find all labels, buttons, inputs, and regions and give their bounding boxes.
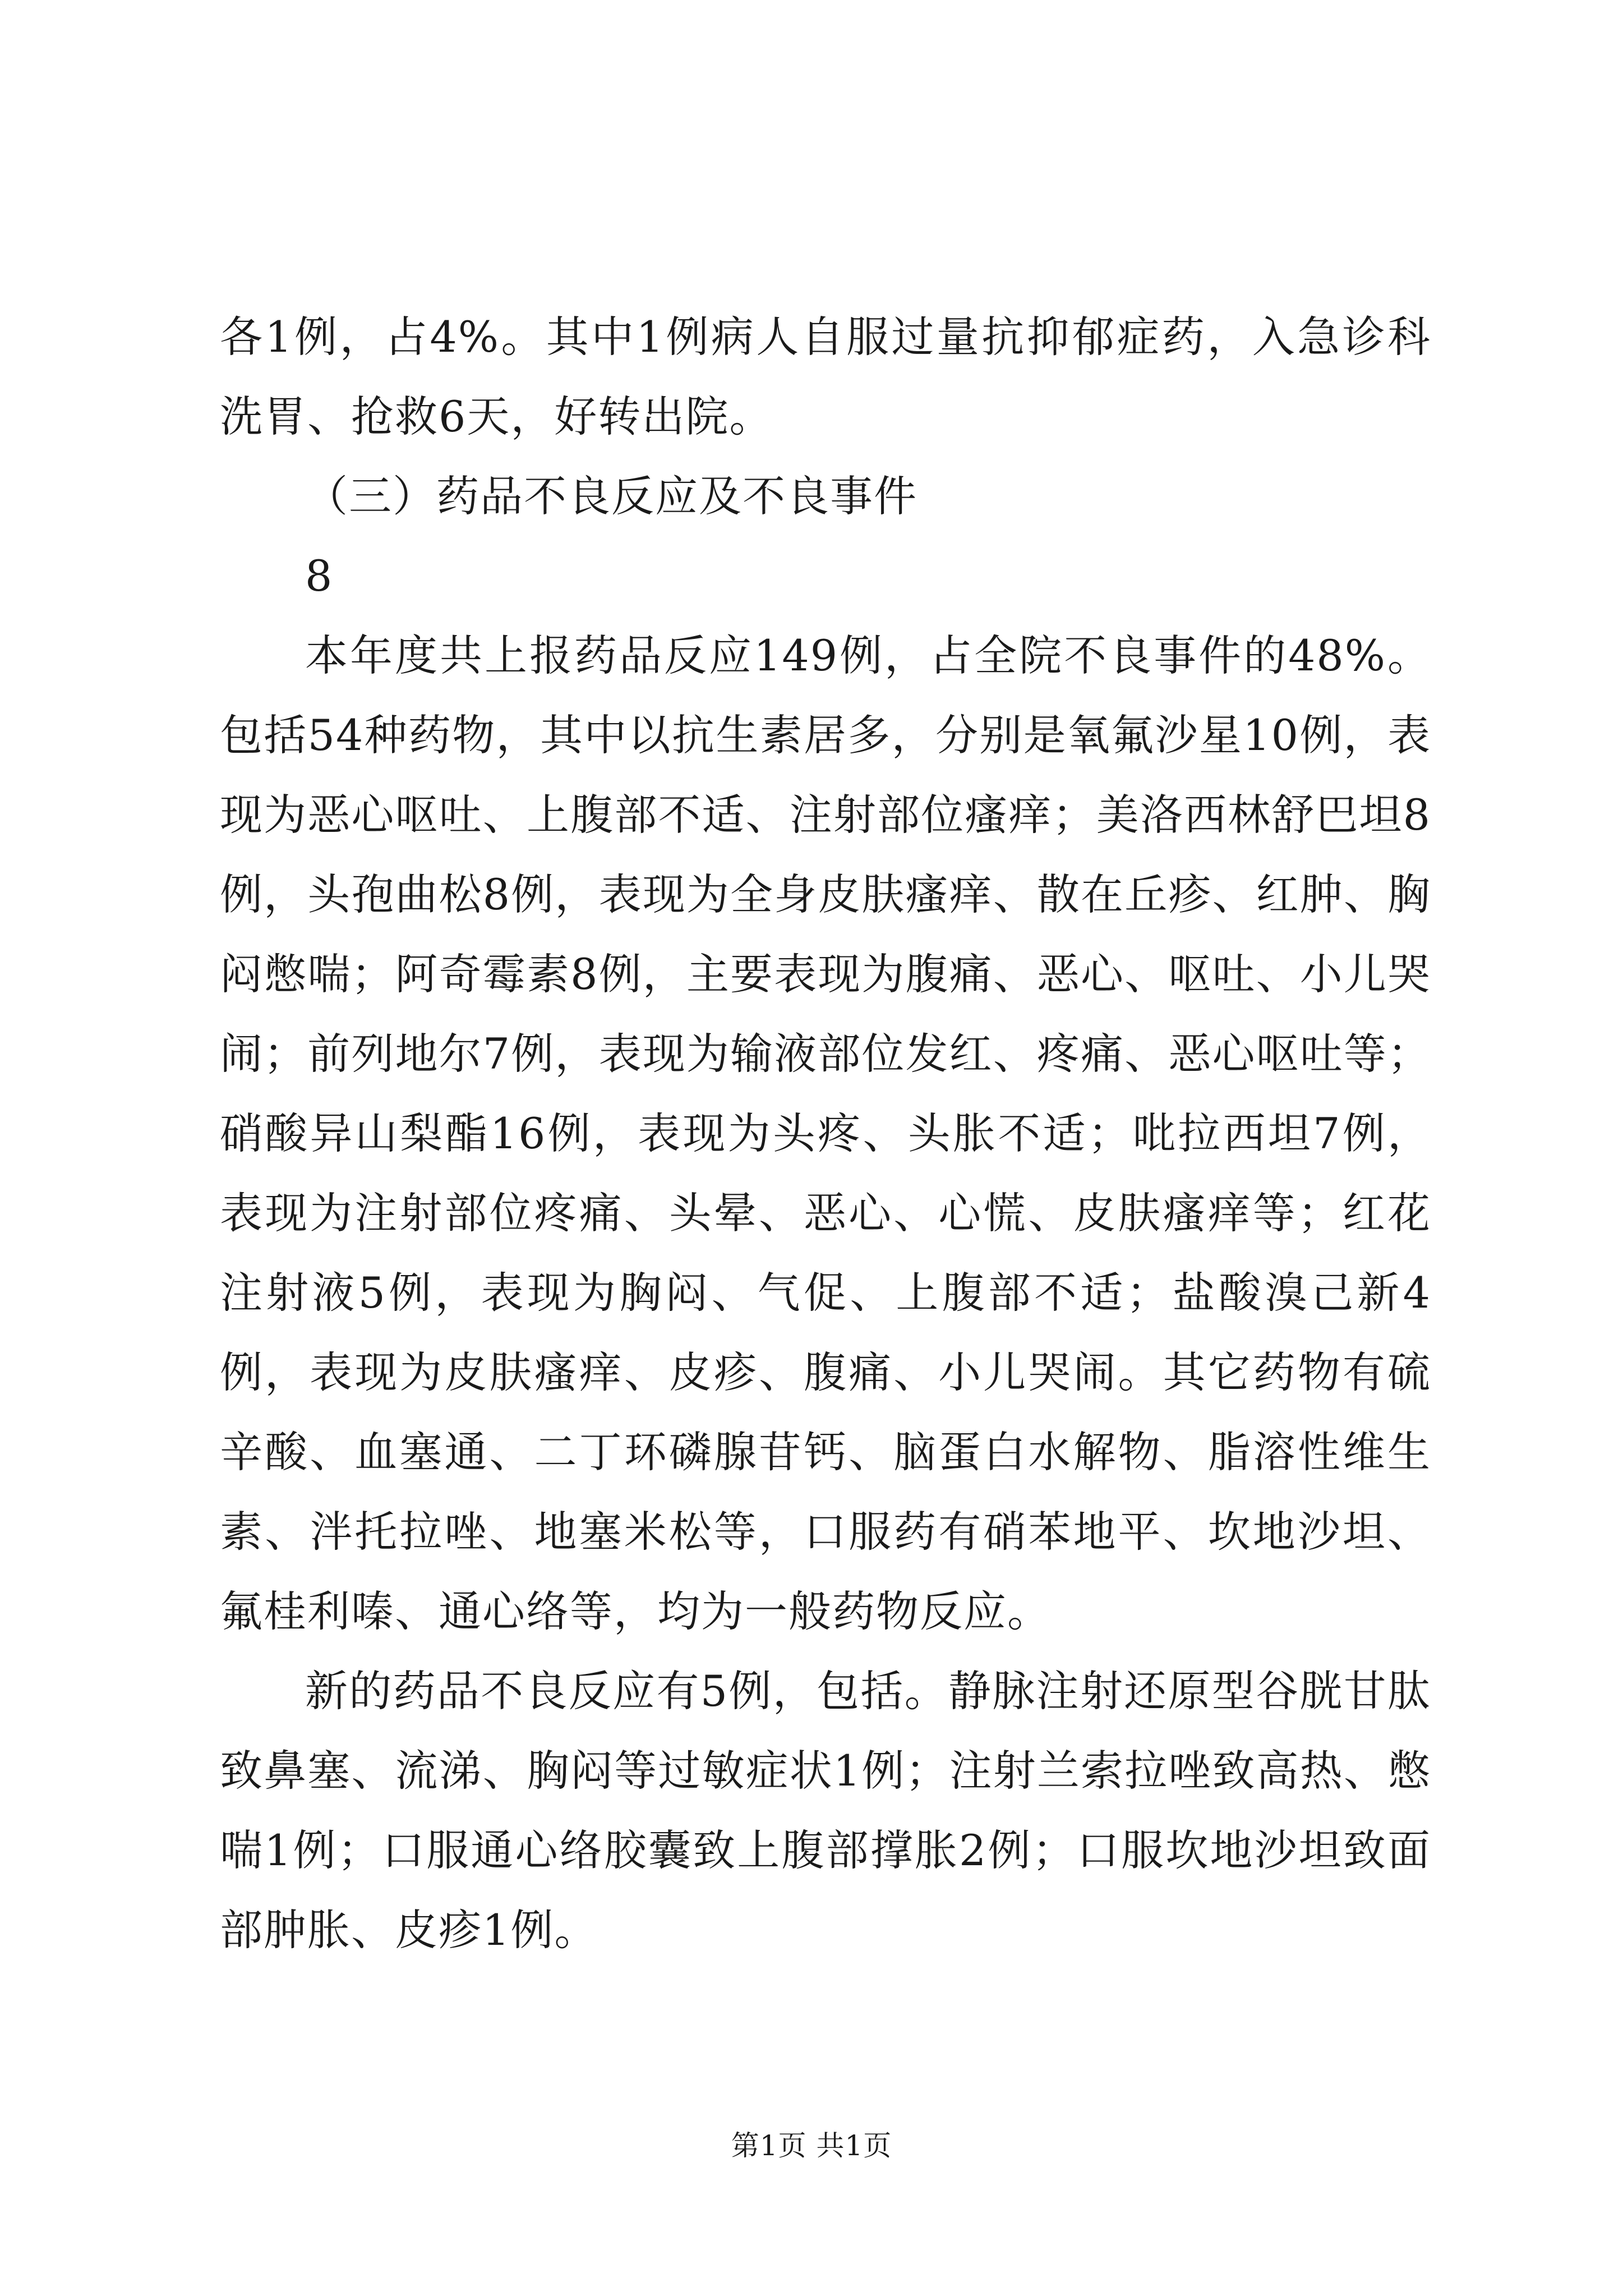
page-footer: 第1页 共1页 <box>731 2129 892 2162</box>
paragraph-number: 8 <box>305 551 334 601</box>
paragraph-new-reactions: 新的药品不良反应有5例，包括。静脉注射还原型谷胱甘肽致鼻塞、流涕、胸闷等过敏症状1例；注射兰索拉唑致高热、憋喘1例；口服通心络胶囊致上腹部撑胀2例；口服坎地沙坦致面部肿胀、皮疹1例。 <box>220 1666 1431 1955</box>
document-body <box>220 297 1431 1970</box>
paragraph-continuation: 各1例，占4%。其中1例病人自服过量抗抑郁症药，入急诊科洗胃、抢救6天，好转出院。 <box>220 312 1431 441</box>
section-heading: （三）药品不良反应及不良事件 <box>305 471 917 521</box>
paragraph-adverse-reactions: 本年度共上报药品反应149例，占全院不良事件的48%。包括54种药物，其中以抗生素居多，分别是氧氟沙星10例，表现为恶心呕吐、上腹部不适、注射部位瘙痒；美洛西林舒巴坦8例，头孢曲松8例，表现为全身皮肤瘙痒、散在丘疹、红肿、胸闷憋喘；阿奇霉素8例，主要表现为腹痛、恶心、呕吐、小儿哭闹；前列地尔7例，表现为输液部位发红、疼痛、恶心呕吐等；硝酸异山梨酯16例，表现为头疼、头胀不适；吡拉西坦7例，表现为注射部位疼痛、头晕、恶心、心慌、皮肤瘙痒等；红花注射液5例，表现为胸闷、气促、上腹部不适；盐酸溴己新4例，表现为皮肤瘙痒、皮疹、腹痛、小儿哭闹。其它药物有硫辛酸、血塞通、二丁环磷腺苷钙、脑蛋白水解物、脂溶性维生素、泮托拉唑、地塞米松等，口服药有硝苯地平、坎地沙坦、氟桂利嗪、通心络等，均为一般药物反应。 <box>220 631 1431 1636</box>
